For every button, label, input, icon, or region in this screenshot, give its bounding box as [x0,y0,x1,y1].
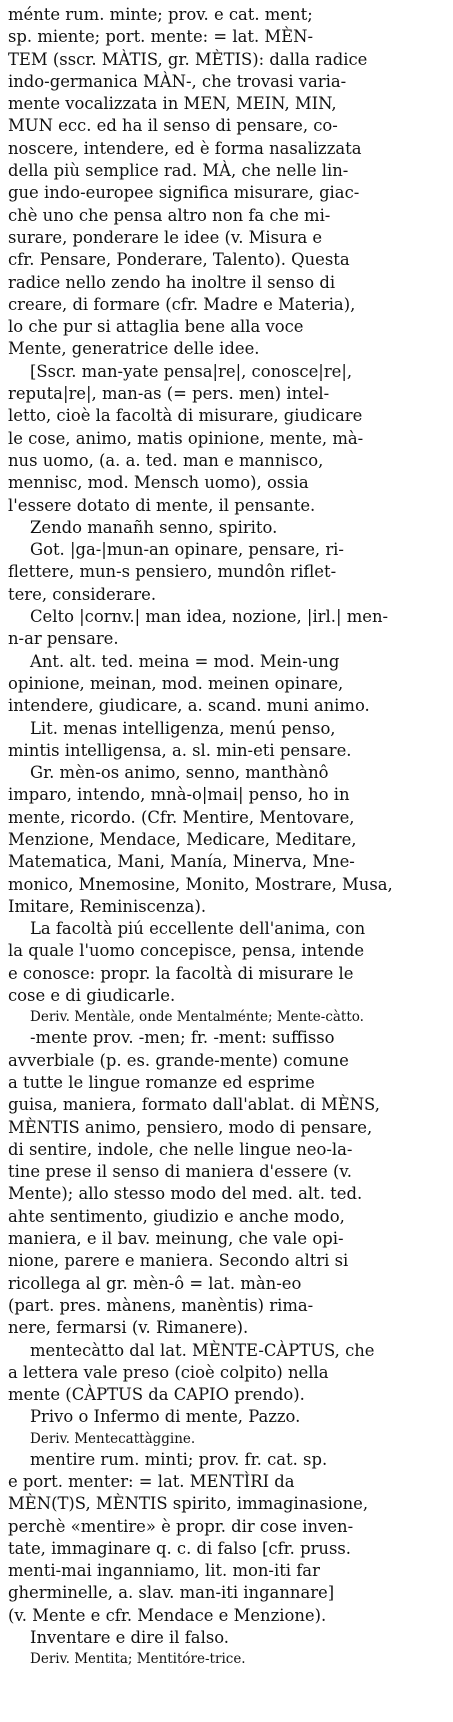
text-line: a lettera vale preso (cioè colpito) nella [8,1362,329,1382]
text-line: a tutte le lingue romanze ed esprime [8,1072,315,1092]
entry-paragraph [8,1627,447,1649]
entry-paragraph [8,1340,447,1407]
text-line: mente, ricordo. (Cfr. Mentire, Mentovare, [8,807,355,827]
text-line: creare, di formare (cfr. Madre e Materia), [8,294,356,314]
text-line: mente vocalizzata in MEN, MEIN, MIN, [8,94,337,114]
text-line: tere, considerare. [8,584,157,604]
entry-mente-suffix [8,1027,447,1339]
text-line: Privo o Infermo di mente, Pazzo. [30,1407,301,1427]
text-line: (v. Mente e cfr. Mendace e Menzione). [8,1605,327,1625]
text-line: Imitare, Reminiscenza). [8,896,207,916]
text-line: maniera, e il bav. meinung, che vale opi- [8,1229,344,1249]
text-line: lo che pur si attaglia bene alla voce [8,317,304,337]
text-line: la quale l'uomo concepisce, pensa, intende [8,941,365,961]
text-line: di sentire, indole, che nelle lingue neo-la- [8,1139,353,1159]
text-line: perchè «mentire» è propr. dir cose inven- [8,1516,354,1536]
entry-paragraph [8,361,447,517]
derivation-line [8,1429,447,1449]
text-line: tine prese il senso di maniera d'essere (v. [8,1162,352,1182]
entry-paragraph [8,651,447,718]
text-line: della più semplice rad. MÀ, che nelle lin- [8,161,349,181]
text-line: ricollega al gr. mèn-ô = lat. màn-eo [8,1273,302,1293]
text-line: reputa|re|, man-as (= pers. men) intel- [8,384,330,404]
text-line: mintis intelligensa, a. sl. min-eti pensare. [8,740,352,760]
text-line: Mente); allo stesso modo del med. alt. ted. [8,1184,363,1204]
text-line: Inventare e dire il falso. [30,1628,230,1648]
entry-paragraph [8,918,447,1007]
entry-paragraph [8,1406,447,1428]
text-line: mente (CÀPTUS da CAPIO prendo). [8,1385,305,1405]
text-line: mentecàtto dal lat. MÈNTE-CÀPTUS, che [30,1340,375,1360]
text-line: le cose, animo, matis opinione, mente, mà- [8,428,364,448]
text-line: nione, parere e maniera. Secondo altri si [8,1251,349,1271]
derivation-line [8,1649,447,1669]
entry-paragraph [8,1449,447,1627]
text-line: noscere, intendere, ed è forma nasalizzata [8,138,362,158]
text-line: intendere, giudicare, a. scand. muni animo. [8,696,370,716]
text-line: ahte sentimento, giudizio e anche modo, [8,1206,345,1226]
text-line: n-ar pensare. [8,629,119,649]
text-line: Deriv. Mentita; Mentitóre-trice. [30,1651,246,1668]
text-line: mentire rum. minti; prov. fr. cat. sp. [30,1449,328,1469]
entry-paragraph [8,762,447,918]
text-line: MÈN(T)S, MÈNTIS spirito, immaginasione, [8,1494,369,1514]
text-line: sp. miente; port. mente: = lat. MÈN- [8,27,313,47]
text-line: e conosce: propr. la facoltà di misurare le [8,963,354,983]
text-line: avverbiale (p. es. grande-mente) comune [8,1050,349,1070]
text-line: surare, ponderare le idee (v. Misura e [8,227,323,247]
text-line: TEM (sscr. MÀTIS, gr. MÈTIS): dalla radice [8,49,368,69]
entry-paragraph [8,539,447,606]
text-line: nus uomo, (a. a. ted. man e mannisco, [8,450,324,470]
text-line: Ant. alt. ted. meina = mod. Mein-ung [30,651,340,671]
text-line: flettere, mun-s pensiero, mundôn riflet- [8,562,337,582]
text-line: nere, fermarsi (v. Rimanere). [8,1318,249,1338]
text-line: radice nello zendo ha inoltre il senso di [8,272,336,292]
text-line: menti-mai inganniamo, lit. mon-iti far [8,1561,320,1581]
text-line: MUN ecc. ed ha il senso di pensare, co- [8,116,338,136]
text-line: chè uno che pensa altro non fa che mi- [8,205,331,225]
text-line: e port. menter: = lat. MENTÌRI da [8,1472,295,1491]
text-line: Celto |cornv.| man idea, nozione, |irl.| men- [30,607,389,627]
text-line: indo-germanica MÀN-, che trovasi varia- [8,71,347,91]
text-line: MÈNTIS animo, pensiero, modo di pensare, [8,1117,373,1137]
text-line: Deriv. Mentàle, onde Mentalménte; Mente-càtto. [30,1009,364,1026]
entry-mente [8,4,447,1027]
entry-mentire [8,1449,447,1670]
text-line: gue indo-europee significa misurare, giac- [8,183,360,203]
text-line: Got. |ga-|mun-an opinare, pensare, ri- [30,540,344,560]
text-line: Mente, generatrice delle idee. [8,339,260,359]
text-line: Deriv. Mentecattàggine. [30,1430,196,1447]
text-line: ménte rum. minte; prov. e cat. ment; [8,5,313,24]
entry-mentecatto [8,1340,447,1449]
text-line: Matematica, Mani, Manía, Minerva, Mne- [8,852,355,872]
text-line: (part. pres. mànens, manèntis) rima- [8,1295,314,1315]
entry-paragraph [8,606,447,651]
entry-paragraph [8,718,447,763]
text-line: tate, immaginare q. c. di falso [cfr. pruss. [8,1538,352,1558]
text-line: letto, cioè la facoltà di misurare, giudicare [8,406,363,426]
text-line: cose e di giudicarle. [8,986,176,1006]
text-line: cfr. Pensare, Ponderare, Talento). Questa [8,250,350,270]
text-line: gherminelle, a. slav. man-iti ingannare] [8,1583,335,1603]
entry-paragraph [8,4,447,361]
text-line: l'essere dotato di mente, il pensante. [8,495,316,515]
text-line: Menzione, Mendace, Medicare, Meditare, [8,829,357,849]
text-line: La facoltà piú eccellente dell'anima, con [30,919,366,939]
text-line: Zendo manañh senno, spirito. [30,517,278,537]
text-line: guisa, maniera, formato dall'ablat. di MÈNS, [8,1095,380,1115]
text-line: mennisc, mod. Mensch uomo), ossia [8,473,309,493]
text-line: Gr. mèn-os animo, senno, manthànô [30,763,329,783]
text-line: [Sscr. man-yate pensa|re|, conosce|re|, [30,361,353,381]
text-line: Lit. menas intelligenza, menú penso, [30,718,336,738]
entry-paragraph [8,517,447,539]
text-line: -mente prov. -men; fr. -ment: suffisso [30,1028,335,1048]
text-line: monico, Mnemosine, Monito, Mostrare, Musa, [8,874,393,894]
derivation-line [8,1007,447,1027]
entry-paragraph [8,1027,447,1339]
text-line: opinione, meinan, mod. meinen opinare, [8,673,344,693]
text-line: imparo, intendo, mnà-o|mai| penso, ho in [8,785,350,805]
